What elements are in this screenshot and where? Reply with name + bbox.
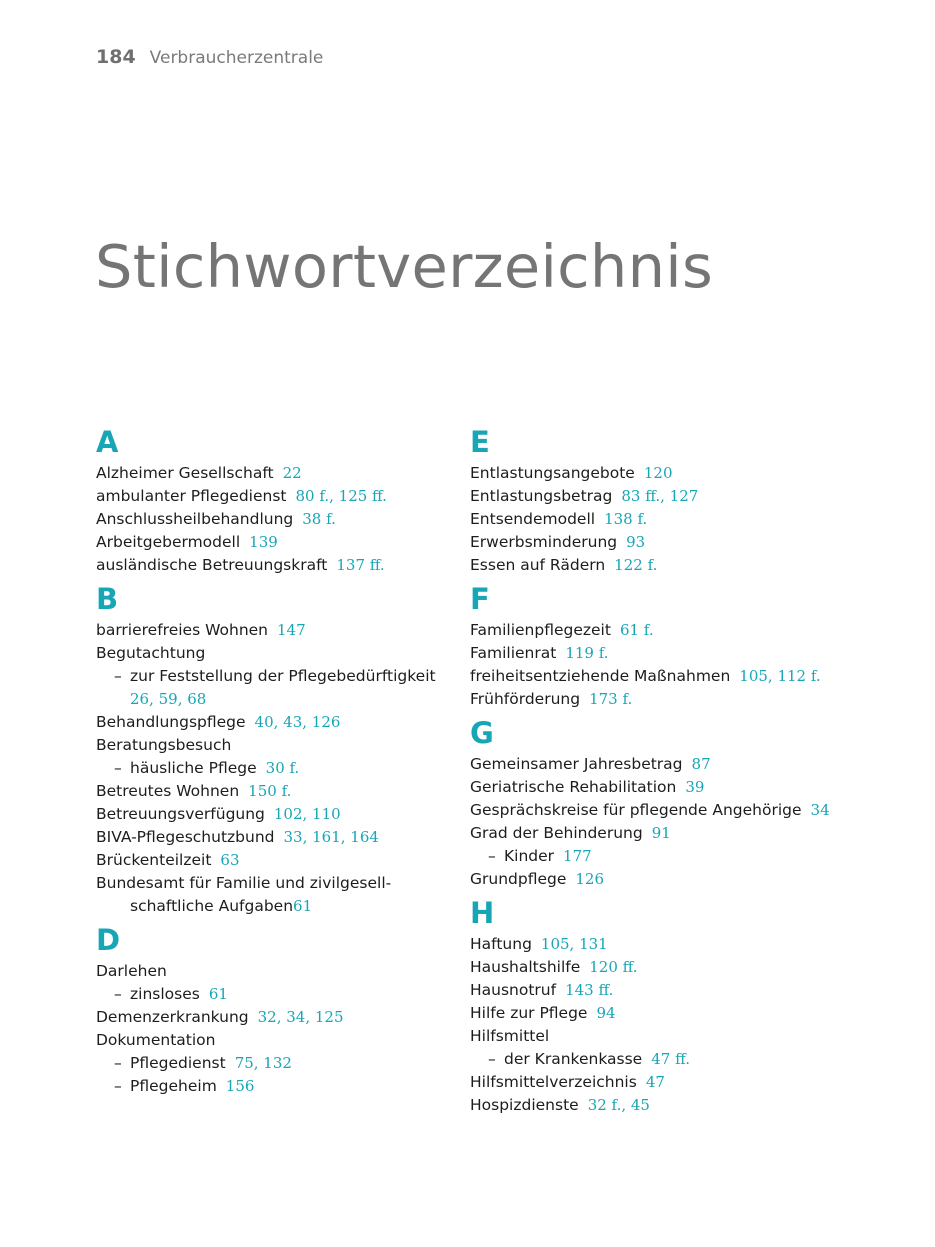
entry-term: Grundpflege: [470, 870, 567, 888]
index-subentry: [470, 1048, 830, 1071]
index-subentry: [96, 1075, 456, 1098]
index-entry: [96, 960, 456, 983]
index-entry: [96, 508, 456, 531]
entry-term: ausländische Betreuungskraft: [96, 556, 328, 574]
index-subentry: [96, 983, 456, 1006]
section-letter: B: [96, 582, 119, 616]
index-entry: [470, 1002, 830, 1025]
publisher-name: Verbraucherzentrale: [149, 48, 324, 68]
entry-term: Grad der Behinderung: [470, 824, 643, 842]
subentry-dash: –: [114, 759, 122, 777]
index-section: [96, 422, 456, 577]
index-entry: [96, 849, 456, 872]
entry-term: Entlastungsbetrag: [470, 487, 613, 505]
entry-term: Hospizdienste: [470, 1096, 579, 1114]
entry-term: Hilfsmittel: [470, 1027, 550, 1045]
entry-term: zinsloses: [130, 985, 200, 1003]
entry-term: Alzheimer Gesellschaft: [96, 464, 274, 482]
entry-term: Familienpflegezeit: [470, 621, 611, 639]
subentry-dash: –: [114, 985, 122, 1003]
entry-term: Geriatrische Rehabilitation: [470, 778, 677, 796]
entry-page-ref[interactable]: 126: [575, 870, 605, 888]
index-entry: [470, 933, 830, 956]
entry-page-ref[interactable]: 63: [220, 851, 240, 869]
index-entry: [470, 554, 830, 577]
entry-term: Frühförderung: [470, 690, 581, 708]
entry-term: Pflegedienst: [130, 1054, 226, 1072]
index-section: [470, 713, 830, 891]
entry-page-ref[interactable]: 147: [277, 621, 306, 639]
entry-term: der Krankenkasse: [504, 1050, 643, 1068]
index-entry: [96, 872, 456, 895]
index-entry: [470, 688, 830, 711]
index-subentry: [96, 1052, 456, 1075]
entry-term: Begutachtung: [96, 644, 206, 662]
index-subentry: [470, 845, 830, 868]
entry-page-ref[interactable]: 102, 110: [273, 805, 341, 823]
entry-term: Darlehen: [96, 962, 167, 980]
index-entry: [96, 531, 456, 554]
entry-page-ref[interactable]: 30 f.: [265, 759, 300, 777]
entry-term: BIVA-Pflegeschutzbund: [96, 828, 275, 846]
entry-term: zur Feststellung der Pflegebedürftigkeit: [130, 667, 436, 685]
entry-page-ref[interactable]: 47: [645, 1073, 665, 1091]
index-entry: [470, 485, 830, 508]
entry-page-ref[interactable]: 38 f.: [302, 510, 336, 528]
entry-page-ref[interactable]: 26, 59, 68: [130, 690, 207, 708]
page-title: Stichwortverzeichnis: [95, 232, 714, 301]
entry-term: Beratungsbesuch: [96, 736, 232, 754]
entry-term: Kinder: [504, 847, 555, 865]
entry-page-ref[interactable]: 120: [643, 464, 673, 482]
entry-page-ref[interactable]: 40, 43, 126: [254, 713, 341, 731]
entry-page-ref[interactable]: 83 ff., 127: [621, 487, 699, 505]
index-column-right: [470, 420, 830, 1119]
entry-page-ref[interactable]: 105, 131: [540, 935, 608, 953]
entry-page-ref[interactable]: 33, 161, 164: [283, 828, 379, 846]
index-entry: [470, 665, 830, 688]
entry-term: häusliche Pflege: [130, 759, 257, 777]
entry-term: Brückenteilzeit: [96, 851, 212, 869]
entry-page-ref[interactable]: 32 f., 45: [587, 1096, 650, 1114]
entry-page-ref[interactable]: 32, 34, 125: [257, 1008, 344, 1026]
entry-term: Demenzerkrankung: [96, 1008, 249, 1026]
index-entry: [470, 776, 830, 799]
entry-page-ref[interactable]: 150 f.: [248, 782, 292, 800]
index-entry: [96, 642, 456, 665]
index-section: [470, 422, 830, 577]
entry-page-ref[interactable]: 137 ff.: [336, 556, 385, 574]
entry-term: Haushaltshilfe: [470, 958, 581, 976]
entry-page-ref[interactable]: 138 f.: [604, 510, 648, 528]
entry-term: schaftliche Aufgaben: [130, 897, 294, 915]
entry-page-ref[interactable]: 61 f.: [619, 621, 654, 639]
index-entry: [96, 554, 456, 577]
entry-page-ref[interactable]: 122 f.: [614, 556, 658, 574]
entry-term: Familienrat: [470, 644, 557, 662]
entry-term: freiheitsentziehende Maßnahmen: [470, 667, 731, 685]
index-entry: [470, 822, 830, 845]
index-entry: [470, 1025, 830, 1048]
index-subentry: [96, 665, 456, 688]
entry-term: Hilfe zur Pflege: [470, 1004, 588, 1022]
index-section: [470, 579, 830, 711]
entry-page-ref[interactable]: 173 f.: [589, 690, 633, 708]
page-number: 184: [96, 46, 136, 68]
index-entry: [96, 462, 456, 485]
entry-page-ref[interactable]: 120 ff.: [589, 958, 638, 976]
entry-term: Behandlungspflege: [96, 713, 246, 731]
entry-term: Hilfsmittelverzeichnis: [470, 1073, 637, 1091]
entry-page-ref[interactable]: 39: [685, 778, 705, 796]
index-entry: [96, 826, 456, 849]
index-entry: [470, 619, 830, 642]
entry-page-ref[interactable]: 156: [225, 1077, 255, 1095]
entry-page-ref[interactable]: 80 f., 125 ff.: [295, 487, 387, 505]
index-column-left: [96, 420, 456, 1100]
running-header: [96, 46, 323, 68]
index-entry: [470, 868, 830, 891]
subentry-dash: –: [114, 1077, 122, 1095]
section-letter: D: [96, 923, 121, 957]
index-subentry: [96, 757, 456, 780]
entry-term: ambulanter Pflegedienst: [96, 487, 287, 505]
entry-term: Betreuungsverfügung: [96, 805, 265, 823]
entry-page-ref[interactable]: 177: [563, 847, 592, 865]
entry-page-ref[interactable]: 91: [651, 824, 671, 842]
section-letter: F: [470, 582, 490, 616]
subentry-dash: –: [114, 1054, 122, 1072]
index-entry: [96, 688, 456, 711]
index-entry: [470, 799, 830, 822]
section-letter: E: [470, 425, 490, 459]
index-entry: [96, 619, 456, 642]
index-entry: [470, 1094, 830, 1117]
index-entry: [96, 1029, 456, 1052]
entry-page-ref[interactable]: 93: [626, 533, 646, 551]
section-letter: H: [470, 896, 495, 930]
index-entry: [96, 485, 456, 508]
entry-page-ref[interactable]: 87: [691, 755, 711, 773]
index-section: [96, 920, 456, 1098]
entry-term: Arbeitgebermodell: [96, 533, 241, 551]
section-letter: G: [470, 716, 494, 750]
index-section: [470, 893, 830, 1117]
index-entry: [96, 780, 456, 803]
entry-page-ref[interactable]: 61: [208, 985, 228, 1003]
index-entry: [470, 1071, 830, 1094]
subentry-dash: –: [488, 847, 496, 865]
subentry-dash: –: [488, 1050, 496, 1068]
entry-term: Haftung: [470, 935, 532, 953]
entry-page-ref[interactable]: 34: [810, 801, 830, 819]
entry-page-ref[interactable]: 105, 112 f.: [739, 667, 821, 685]
entry-term: Essen auf Rädern: [470, 556, 606, 574]
subentry-dash: –: [114, 667, 122, 685]
index-entry: [470, 508, 830, 531]
entry-page-ref[interactable]: 119 f.: [565, 644, 609, 662]
index-entry: [96, 895, 456, 918]
entry-term: barrierefreies Wohnen: [96, 621, 268, 639]
index-entry: [470, 642, 830, 665]
index-entry: [470, 956, 830, 979]
entry-page-ref[interactable]: 139: [249, 533, 278, 551]
index-entry: [470, 753, 830, 776]
entry-term: Erwerbsminderung: [470, 533, 618, 551]
index-entry: [470, 979, 830, 1002]
entry-term: Entsendemodell: [470, 510, 596, 528]
entry-page-ref[interactable]: 61: [293, 897, 313, 915]
entry-page-ref[interactable]: 143 ff.: [565, 981, 614, 999]
entry-term: Anschlussheilbehandlung: [96, 510, 294, 528]
entry-term: Hausnotruf: [470, 981, 557, 999]
entry-page-ref[interactable]: 75, 132: [234, 1054, 292, 1072]
section-letter: A: [96, 425, 119, 459]
entry-term: Gemeinsamer Jahresbetrag: [470, 755, 683, 773]
entry-page-ref[interactable]: 47 ff.: [651, 1050, 690, 1068]
index-entry: [470, 531, 830, 554]
entry-term: Dokumentation: [96, 1031, 216, 1049]
index-entry: [96, 711, 456, 734]
entry-term: Betreutes Wohnen: [96, 782, 240, 800]
index-entry: [470, 462, 830, 485]
entry-term: Bundesamt für Familie und zivilgesell-: [96, 874, 392, 892]
index-section: [96, 579, 456, 918]
entry-term: Entlastungsangebote: [470, 464, 635, 482]
index-entry: [96, 1006, 456, 1029]
entry-term: Pflegeheim: [130, 1077, 217, 1095]
entry-term: Gesprächskreise für pflegende Angehörige: [470, 801, 802, 819]
entry-page-ref[interactable]: 94: [596, 1004, 616, 1022]
index-entry: [96, 734, 456, 757]
index-entry: [96, 803, 456, 826]
entry-page-ref[interactable]: 22: [282, 464, 302, 482]
